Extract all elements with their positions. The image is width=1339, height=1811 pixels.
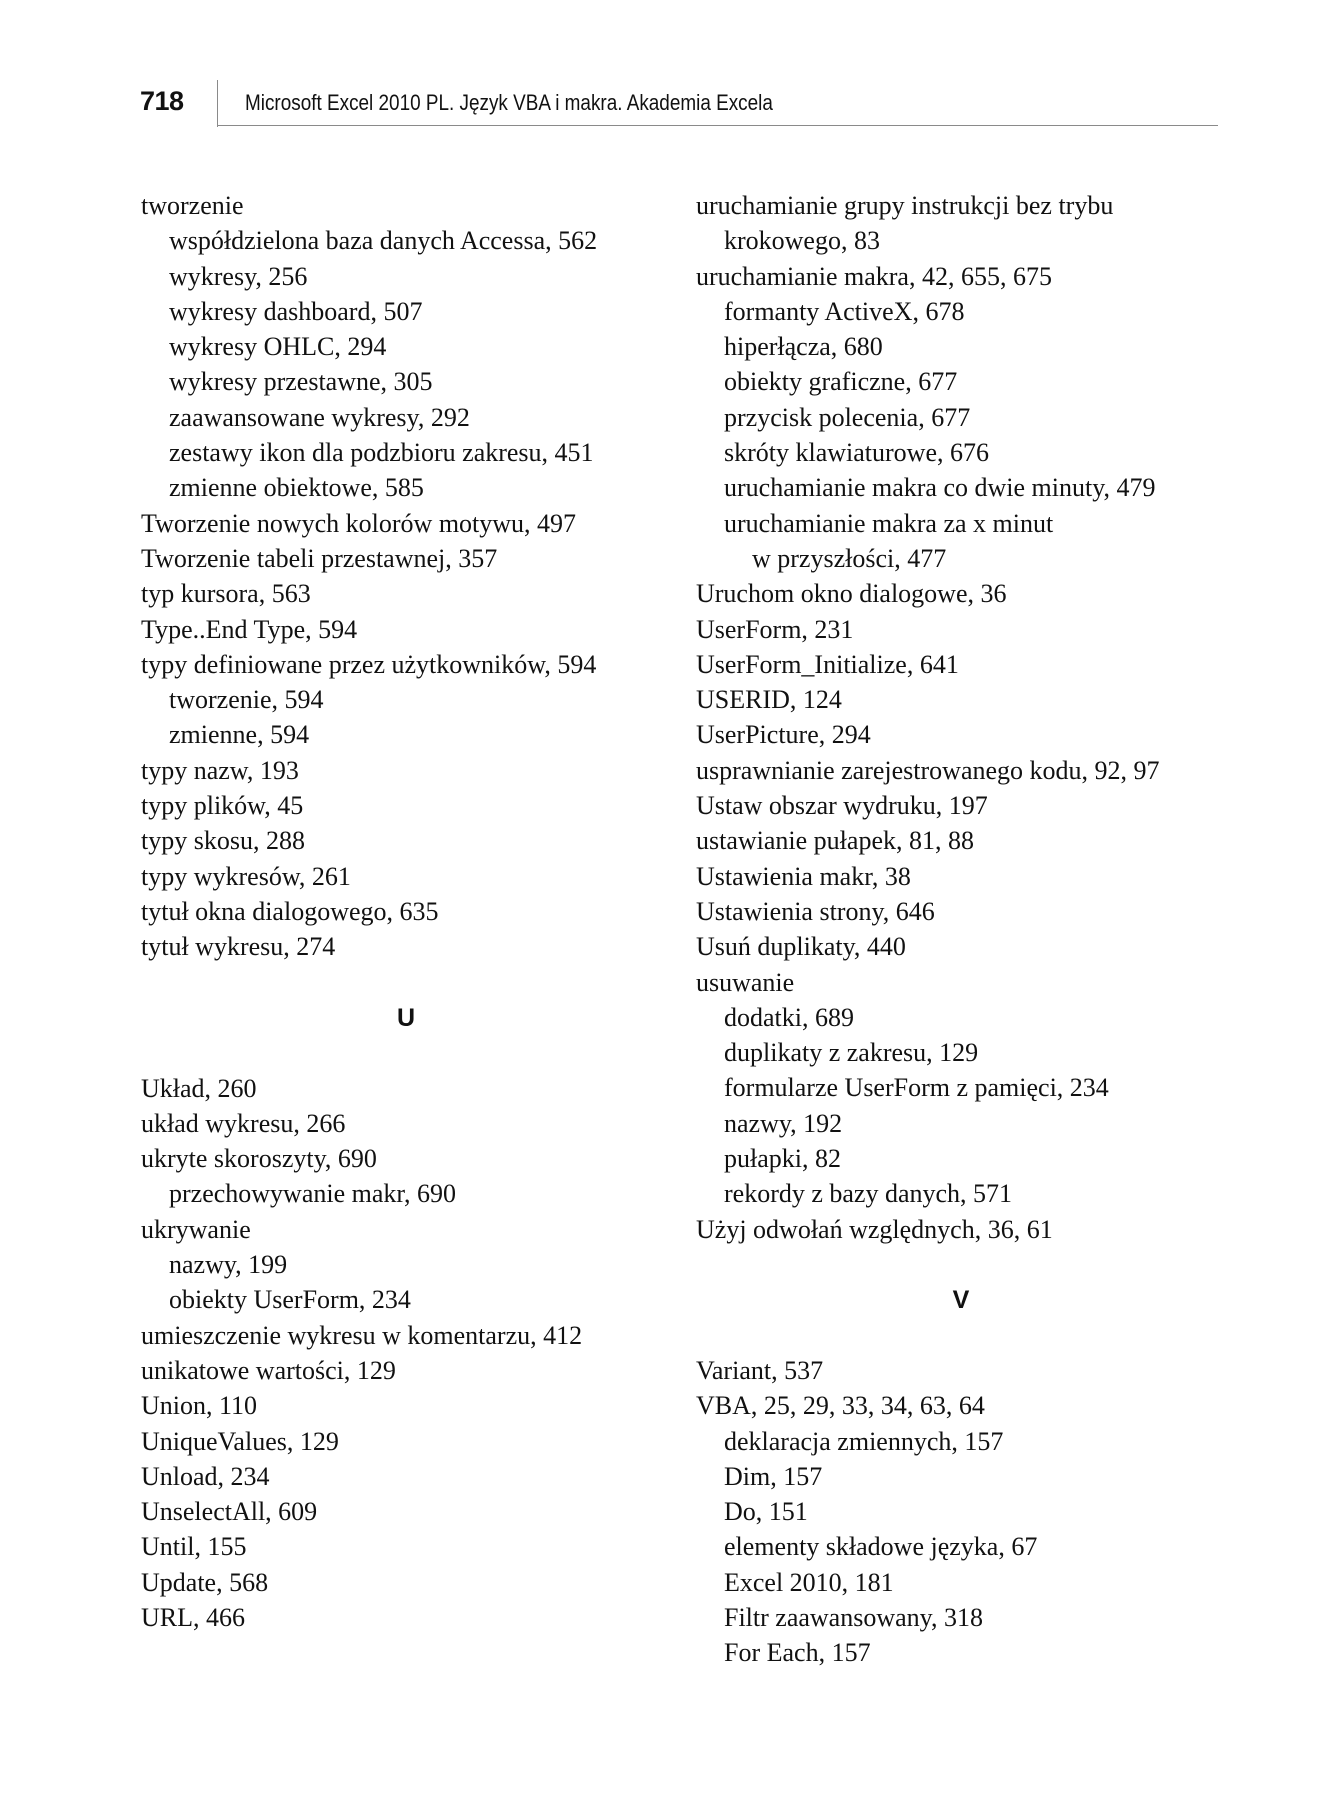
- index-subentry: uruchamianie makra za x minut: [724, 508, 1054, 538]
- index-entry: typy definiowane przez użytkowników, 594: [141, 649, 597, 679]
- index-subentry: Dim, 157: [724, 1461, 823, 1491]
- index-entry: uruchamianie makra, 42, 655, 675: [696, 261, 1052, 291]
- index-subentry: zmienne, 594: [169, 720, 310, 750]
- index-subentry: Do, 151: [724, 1497, 808, 1527]
- index-entry: URL, 466: [141, 1602, 245, 1632]
- index-subentry: dodatki, 689: [724, 1002, 854, 1032]
- index-subentry: obiekty graficzne, 677: [724, 367, 958, 397]
- index-entry: UserPicture, 294: [696, 720, 871, 750]
- index-entry: UniqueValues, 129: [141, 1426, 339, 1456]
- index-entry: typy nazw, 193: [141, 755, 299, 785]
- index-entry: Usuń duplikaty, 440: [696, 932, 906, 962]
- index-subentry: nazwy, 192: [724, 1108, 843, 1138]
- index-entry: tytuł okna dialogowego, 635: [141, 896, 439, 926]
- index-letter-heading: V: [952, 1285, 970, 1314]
- index-subentry: przechowywanie makr, 690: [169, 1179, 457, 1209]
- index-subentry: Filtr zaawansowany, 318: [724, 1602, 983, 1632]
- index-entry: typy skosu, 288: [141, 826, 305, 856]
- index-entry: VBA, 25, 29, 33, 34, 63, 64: [696, 1391, 985, 1421]
- index-subentry: nazwy, 199: [169, 1250, 288, 1280]
- index-entry: ukrywanie: [141, 1214, 251, 1244]
- index-subentry: Excel 2010, 181: [724, 1567, 894, 1597]
- running-title: Microsoft Excel 2010 PL. Język VBA i makra. Akademia Excela: [245, 90, 773, 115]
- index-entry: USERID, 124: [696, 685, 842, 715]
- index-entry: UserForm_Initialize, 641: [696, 649, 959, 679]
- index-subentry: wykresy, 256: [169, 261, 308, 291]
- header-rule: [217, 125, 1218, 126]
- index-entry: Union, 110: [141, 1391, 258, 1421]
- index-entry: Ustaw obszar wydruku, 197: [696, 791, 988, 821]
- index-entry: UserForm, 231: [696, 614, 854, 644]
- index-entry: Układ, 260: [141, 1073, 257, 1103]
- index-entry: typy wykresów, 261: [141, 861, 351, 891]
- index-subentry: zmienne obiektowe, 585: [169, 473, 424, 503]
- index-column-left: [141, 188, 671, 1635]
- index-entry: Variant, 537: [696, 1355, 824, 1385]
- page-header: [140, 80, 1218, 125]
- index-subentry: For Each, 157: [724, 1638, 871, 1668]
- index-column-right: [696, 188, 1226, 1671]
- index-subentry: hiperłącza, 680: [724, 332, 883, 362]
- index-entry: Until, 155: [141, 1532, 247, 1562]
- index-subentry: tworzenie, 594: [169, 685, 324, 715]
- index-entry: typ kursora, 563: [141, 579, 311, 609]
- index-entry: usuwanie: [696, 967, 795, 997]
- index-entry: Tworzenie tabeli przestawnej, 357: [141, 543, 498, 573]
- index-subentry: elementy składowe języka, 67: [724, 1532, 1038, 1562]
- index-entry: Ustawienia makr, 38: [696, 861, 911, 891]
- index-entry: tworzenie: [141, 191, 244, 220]
- index-entry: układ wykresu, 266: [141, 1108, 346, 1138]
- index-subentry: przycisk polecenia, 677: [724, 402, 971, 432]
- index-subentry: formularze UserForm z pamięci, 234: [724, 1073, 1109, 1103]
- index-subentry: obiekty UserForm, 234: [169, 1285, 411, 1315]
- index-entry: Ustawienia strony, 646: [696, 896, 935, 926]
- index-subentry: krokowego, 83: [724, 226, 880, 256]
- index-entry: Uruchom okno dialogowe, 36: [696, 579, 1007, 609]
- index-entry: Update, 568: [141, 1567, 269, 1597]
- index-entry: typy plików, 45: [141, 791, 304, 821]
- index-entry: ukryte skoroszyty, 690: [141, 1144, 377, 1174]
- index-entry: tytuł wykresu, 274: [141, 932, 336, 962]
- index-subentry: zaawansowane wykresy, 292: [169, 402, 470, 432]
- index-subentry: pułapki, 82: [724, 1144, 841, 1174]
- index-subentry: deklaracja zmiennych, 157: [724, 1426, 1004, 1456]
- index-entry: uruchamianie grupy instrukcji bez trybu: [696, 191, 1114, 220]
- index-entry: unikatowe wartości, 129: [141, 1355, 396, 1385]
- page-number: 718: [140, 86, 184, 116]
- index-subentry: wykresy OHLC, 294: [169, 332, 387, 362]
- index-entry: ustawianie pułapek, 81, 88: [696, 826, 974, 856]
- index-letter-heading: U: [396, 1003, 416, 1032]
- index-entry: Użyj odwołań względnych, 36, 61: [696, 1214, 1053, 1244]
- index-subentry: skróty klawiaturowe, 676: [724, 438, 990, 468]
- index-subentry: wykresy przestawne, 305: [169, 367, 433, 397]
- index-subentry: w przyszłości, 477: [752, 543, 947, 573]
- index-subentry: formanty ActiveX, 678: [724, 296, 965, 326]
- index-subentry: wykresy dashboard, 507: [169, 296, 423, 326]
- index-subentry: zestawy ikon dla podzbioru zakresu, 451: [169, 438, 594, 468]
- index-entry: Tworzenie nowych kolorów motywu, 497: [141, 508, 577, 538]
- index-entry: Unload, 234: [141, 1461, 270, 1491]
- header-divider: [217, 80, 218, 127]
- index-subentry: rekordy z bazy danych, 571: [724, 1179, 1013, 1209]
- index-subentry: współdzielona baza danych Accessa, 562: [169, 226, 598, 256]
- index-subentry: uruchamianie makra co dwie minuty, 479: [724, 473, 1156, 503]
- index-subentry: duplikaty z zakresu, 129: [724, 1038, 979, 1068]
- index-entry: umieszczenie wykresu w komentarzu, 412: [141, 1320, 583, 1350]
- index-entry: usprawnianie zarejestrowanego kodu, 92, 97: [696, 755, 1160, 785]
- index-entry: UnselectAll, 609: [141, 1497, 318, 1527]
- index-entry: Type..End Type, 594: [141, 614, 358, 644]
